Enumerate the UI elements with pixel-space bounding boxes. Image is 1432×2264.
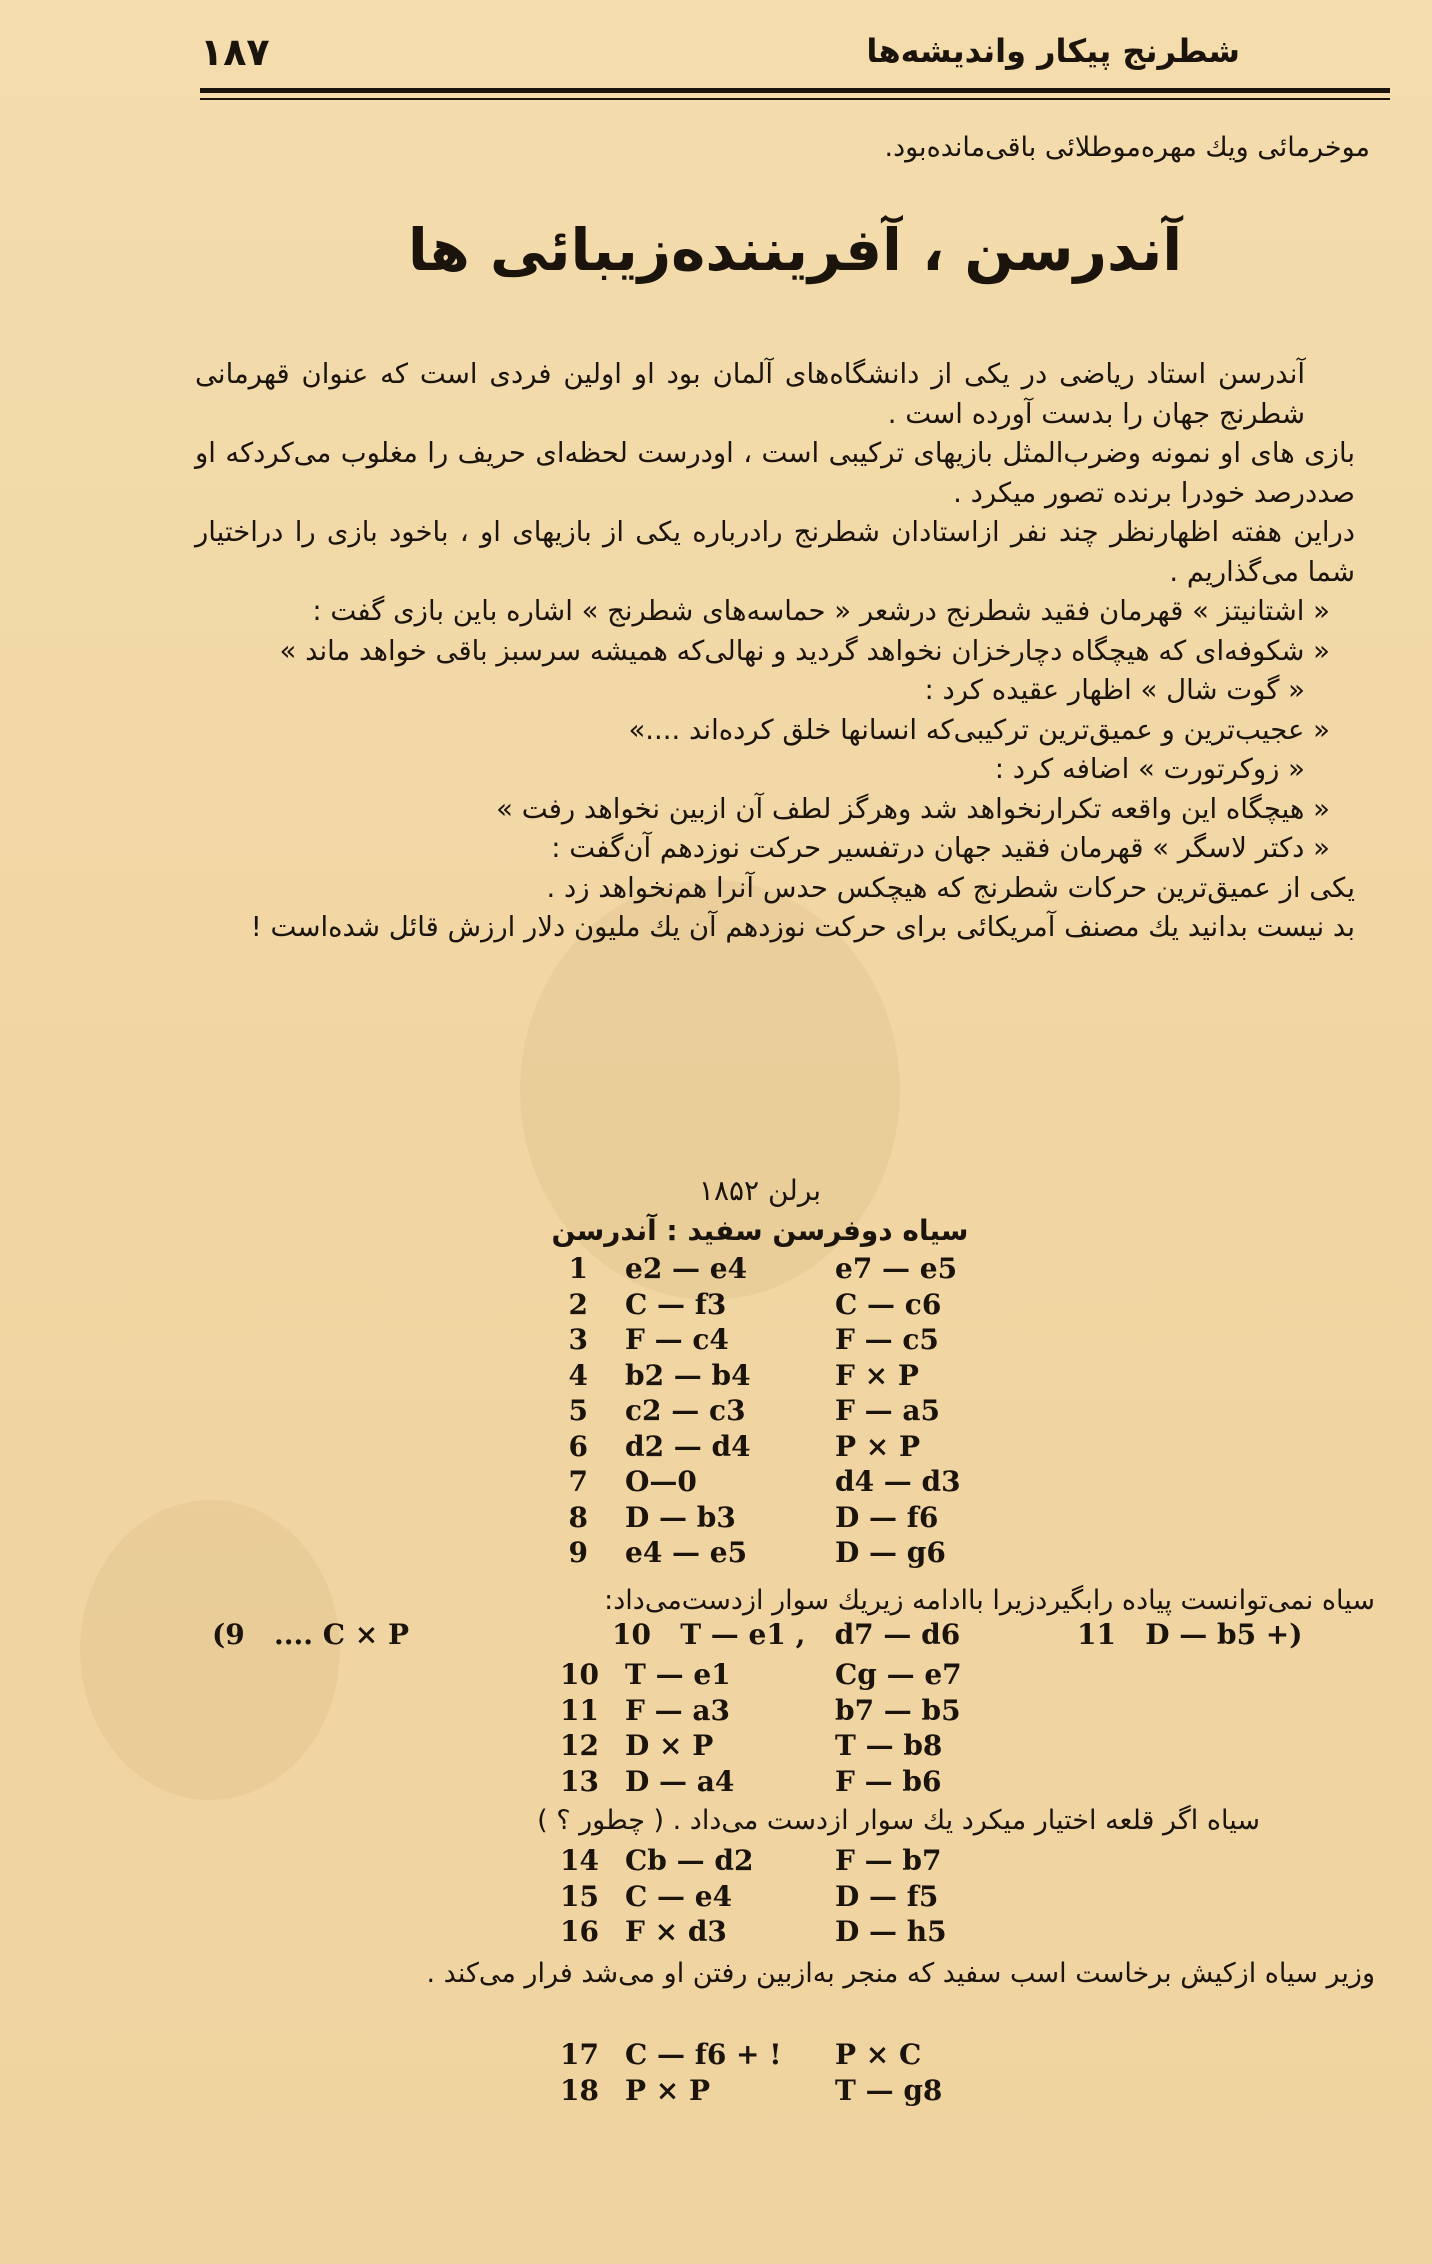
black-move: e7 — e5 bbox=[835, 1252, 958, 1285]
black-move: F — b6 bbox=[835, 1764, 942, 1798]
move-list bbox=[560, 2038, 1060, 2109]
move-number: 14 bbox=[560, 1844, 599, 1877]
header-rule bbox=[200, 98, 1390, 100]
move-list bbox=[560, 1658, 1060, 1800]
white-move: C — f6 + ! bbox=[625, 2038, 782, 2071]
move-number: 18 bbox=[560, 2073, 599, 2107]
move-number: 5 bbox=[568, 1394, 588, 1427]
move-number: 3 bbox=[568, 1323, 588, 1356]
white-move: c2 — c3 bbox=[625, 1394, 746, 1427]
move-row bbox=[560, 1359, 1060, 1395]
move-row bbox=[560, 1536, 1060, 1572]
move-row bbox=[560, 1465, 1060, 1501]
quote: « عجیب‌ترین و عمیق‌ترین ترکیبی‌که انسانها خلق کرده‌اند ....» bbox=[628, 713, 1330, 746]
page-header bbox=[200, 22, 1390, 82]
white-move: F × d3 bbox=[625, 1915, 727, 1948]
annotation: سیاه اگر قلعه اختیار میکرد یك سوار ازدست می‌داد . ( چطور ؟ ) bbox=[537, 1805, 1260, 1836]
move-row bbox=[560, 1430, 1060, 1466]
move-row bbox=[560, 1501, 1060, 1537]
move-number: 12 bbox=[560, 1729, 599, 1762]
white-move: F — a3 bbox=[625, 1693, 730, 1727]
paragraph: آندرسن استاد ریاضی در یکی از دانشگاه‌های آلمان بود او اولین فردی است که عنوان قهرمانی شطرنج جهان را بدست آورده است . bbox=[195, 358, 1305, 430]
move-row bbox=[560, 1915, 1060, 1951]
black-move: P × P bbox=[835, 1429, 921, 1463]
move-list bbox=[560, 1252, 1060, 1572]
white-move: e2 — e4 bbox=[625, 1252, 748, 1285]
move-number: 9 bbox=[568, 1536, 588, 1569]
move-number: 17 bbox=[560, 2038, 599, 2071]
move-row bbox=[560, 1880, 1060, 1916]
white-move: O—0 bbox=[625, 1465, 697, 1498]
white-move: b2 — b4 bbox=[625, 1358, 751, 1392]
paragraph: « گوت شال » اظهار عقیده کرد : bbox=[924, 674, 1305, 706]
variation-line bbox=[212, 1618, 1342, 1658]
black-move: T — b8 bbox=[835, 1729, 943, 1762]
white-move: D — b3 bbox=[625, 1500, 736, 1534]
move-row bbox=[560, 1288, 1060, 1324]
black-move: P × C bbox=[835, 2038, 922, 2071]
move-number: 1 bbox=[568, 1252, 588, 1285]
white-move: F — c4 bbox=[625, 1323, 729, 1356]
game-players: سیاه دوفرسن سفید : آندرسن bbox=[551, 1214, 969, 1247]
paragraph: « زوکرتورت » اضافه کرد : bbox=[994, 753, 1305, 785]
white-move: d2 — d4 bbox=[625, 1429, 751, 1463]
black-move: Cg — e7 bbox=[835, 1658, 962, 1691]
white-move: C — e4 bbox=[625, 1879, 733, 1913]
move-row bbox=[560, 1729, 1060, 1765]
variation-part: (9 .... C × P bbox=[212, 1618, 410, 1651]
quote: « شکوفه‌ای که هیچگاه دچارخزان نخواهد گردید و نهالی‌که همیشه سرسبز باقی خواهد ماند » bbox=[279, 634, 1330, 667]
running-title: شطرنج پیکار واندیشه‌ها bbox=[866, 32, 1240, 70]
variation-part: 10 T — e1 , d7 — d6 bbox=[612, 1618, 961, 1651]
black-move: F — b7 bbox=[835, 1844, 942, 1877]
white-move: Cb — d2 bbox=[625, 1844, 754, 1877]
black-move: T — g8 bbox=[835, 2073, 943, 2107]
move-row bbox=[560, 1394, 1060, 1430]
move-list bbox=[560, 1844, 1060, 1951]
annotation: سیاه نمی‌توانست پیاده رابگیردزیرا باادامه زیریك سوار ازدست‌می‌داد: bbox=[604, 1585, 1375, 1616]
variation-part: 11 D — b5 +) bbox=[1077, 1618, 1303, 1651]
move-row bbox=[560, 2074, 1060, 2110]
move-number: 4 bbox=[568, 1358, 588, 1392]
paragraph: بد نیست بدانید یك مصنف آمریکائی برای حرکت نوزدهم آن یك ملیون دلار ارزش قائل شده‌است ! bbox=[250, 911, 1355, 943]
move-row bbox=[560, 2038, 1060, 2074]
move-row bbox=[560, 1694, 1060, 1730]
white-move: T — e1 bbox=[625, 1658, 731, 1691]
move-row bbox=[560, 1323, 1060, 1359]
black-move: F — c5 bbox=[835, 1323, 939, 1356]
white-move: e4 — e5 bbox=[625, 1536, 748, 1569]
move-number: 8 bbox=[568, 1500, 588, 1534]
white-move: D × P bbox=[625, 1729, 714, 1762]
black-move: D — g6 bbox=[835, 1536, 946, 1569]
black-move: C — c6 bbox=[835, 1287, 942, 1321]
white-move: D — a4 bbox=[625, 1764, 735, 1798]
move-number: 13 bbox=[560, 1764, 599, 1798]
black-move: F — a5 bbox=[835, 1394, 940, 1427]
move-number: 15 bbox=[560, 1879, 599, 1913]
paragraph: یکی از عمیق‌ترین حرکات شطرنج که هیچکس حدس آنرا هم‌نخواهد زد . bbox=[546, 871, 1355, 904]
paragraph: « اشتانیتز » قهرمان فقید شطرنج درشعر « حماسه‌های شطرنج » اشاره باین بازی گفت : bbox=[312, 595, 1330, 627]
page-number: ۱۸۷ bbox=[200, 30, 270, 74]
black-move: D — f6 bbox=[835, 1500, 939, 1534]
black-move: D — f5 bbox=[835, 1879, 939, 1913]
black-move: b7 — b5 bbox=[835, 1693, 961, 1727]
paragraph: دراین هفته اظهارنظر چند نفر ازاستادان شطرنج رادرباره یکی از بازیهای او ، باخود بازی را دراختیار شما می‌گذاریم . bbox=[195, 516, 1355, 588]
black-move: D — h5 bbox=[835, 1915, 947, 1948]
move-row bbox=[560, 1765, 1060, 1801]
article-body bbox=[195, 355, 1375, 948]
move-number: 2 bbox=[568, 1287, 588, 1321]
continued-text: موخرمائی ویك مهره‌موطلائی باقی‌مانده‌بود. bbox=[884, 132, 1370, 163]
article-title: آندرسن ، آفریننده‌زیبائی ها bbox=[407, 216, 1183, 284]
game-place-year: برلن ۱۸۵۲ bbox=[698, 1174, 822, 1207]
quote: « هیچگاه این واقعه تکرارنخواهد شد وهرگز لطف آن ازبین نخواهد رفت » bbox=[496, 792, 1330, 825]
move-row bbox=[560, 1844, 1060, 1880]
move-row bbox=[560, 1252, 1060, 1288]
annotation: وزیر سیاه ازکیش برخاست اسب سفید که منجر به‌ازبین رفتن او می‌شد فرار می‌کند . bbox=[426, 1958, 1375, 1989]
black-move: d4 — d3 bbox=[835, 1465, 961, 1498]
move-number: 10 bbox=[560, 1658, 599, 1691]
black-move: F × P bbox=[835, 1358, 919, 1392]
move-number: 16 bbox=[560, 1915, 599, 1948]
move-number: 11 bbox=[560, 1693, 599, 1727]
white-move: C — f3 bbox=[625, 1287, 727, 1321]
paragraph: بازی های او نمونه وضرب‌المثل بازیهای ترکیبی است ، اودرست لحظه‌ای حریف را مغلوب می‌کردکه او صددرصد خودرا برنده تصور میکرد . bbox=[195, 437, 1355, 509]
move-row bbox=[560, 1658, 1060, 1694]
white-move: P × P bbox=[625, 2073, 711, 2107]
move-number: 7 bbox=[568, 1465, 588, 1498]
move-number: 6 bbox=[568, 1429, 588, 1463]
paragraph: « دکتر لاسگر » قهرمان فقید جهان درتفسیر حرکت نوزدهم آن‌گفت : bbox=[551, 832, 1330, 864]
header-rule bbox=[200, 88, 1390, 93]
